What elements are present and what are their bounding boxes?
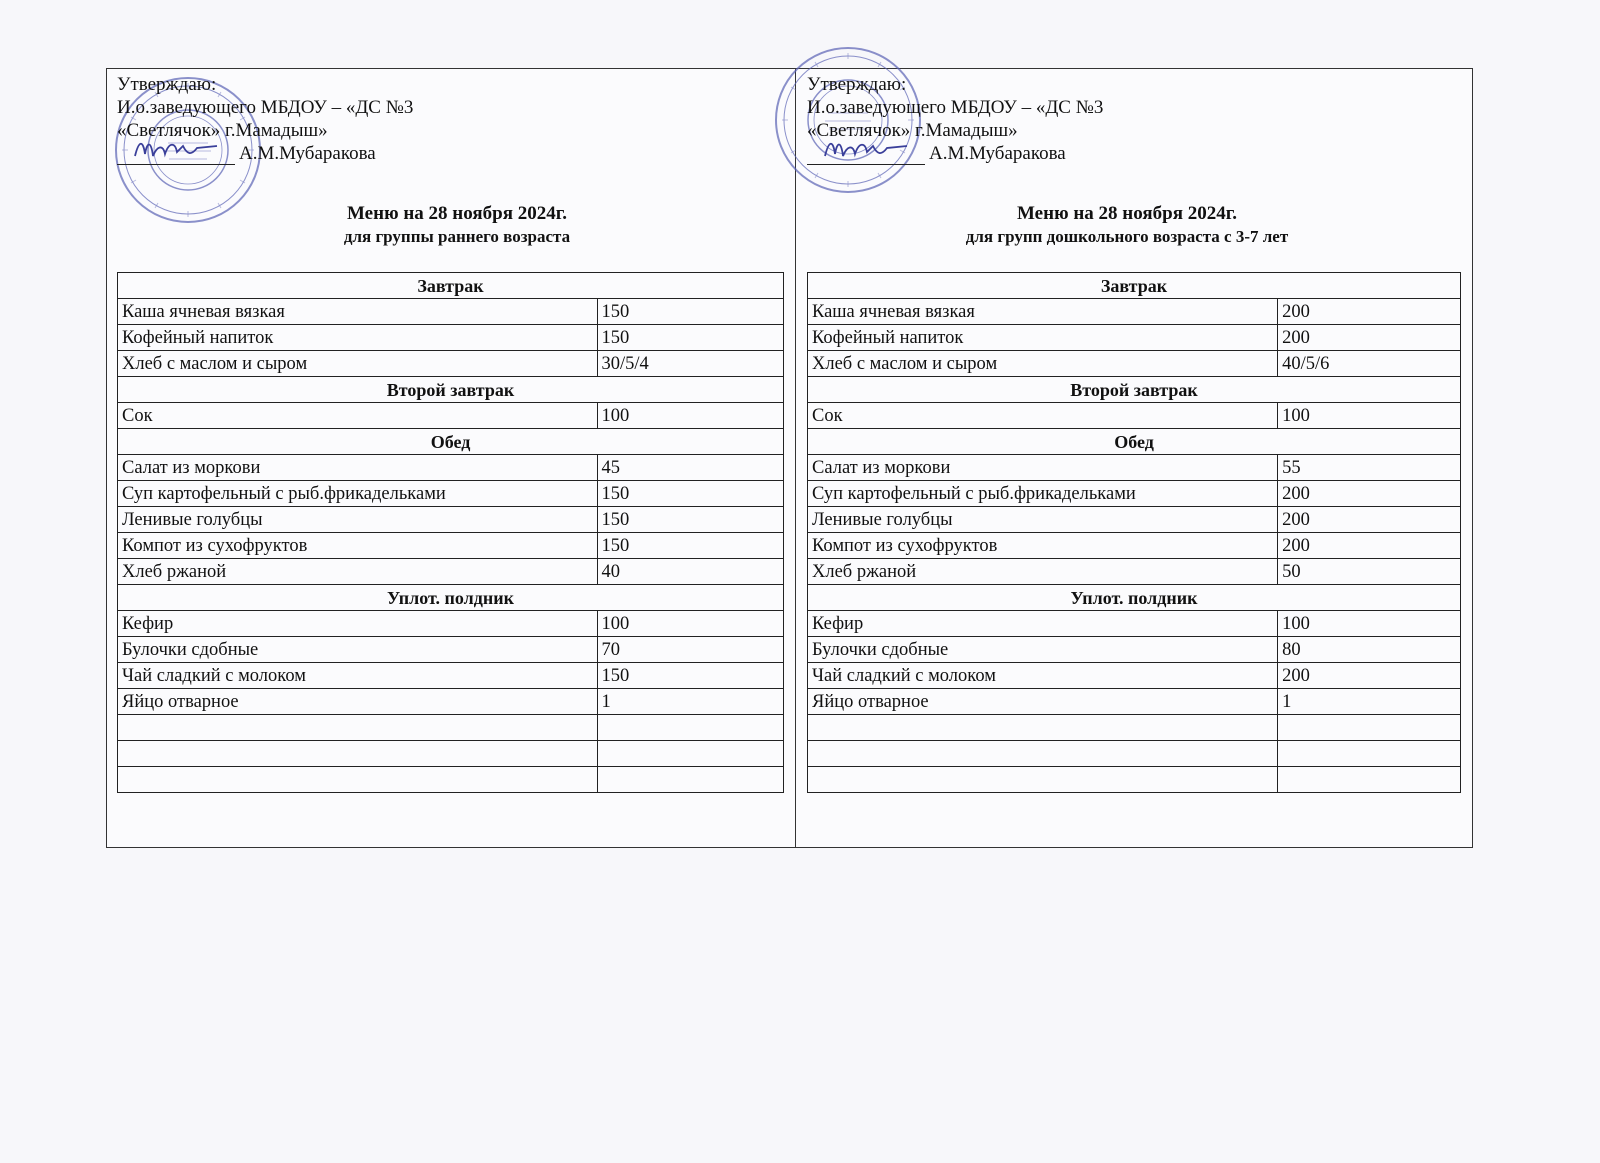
dish-name	[808, 741, 1278, 767]
table-row	[118, 741, 784, 767]
dish-amount: 40/5/6	[1278, 351, 1461, 377]
menu-subtitle: для группы раннего возраста	[343, 227, 571, 246]
table-row	[808, 351, 1461, 377]
dish-name: Булочки сдобные	[118, 637, 598, 663]
dish-amount: 55	[1278, 455, 1461, 481]
dish-name: Чай сладкий с молоком	[808, 663, 1278, 689]
table-row	[118, 481, 784, 507]
dish-amount: 1	[1278, 689, 1461, 715]
dish-amount: 150	[597, 533, 783, 559]
table-row	[118, 403, 784, 429]
approval-line-1: Утверждаю:	[117, 74, 217, 95]
table-row	[118, 689, 784, 715]
signature-icon	[117, 142, 235, 165]
dish-name: Сок	[808, 403, 1278, 429]
dish-amount: 45	[597, 455, 783, 481]
signer-name: А.М.Мубаракова	[239, 143, 376, 164]
section-row	[808, 273, 1461, 299]
table-row	[118, 715, 784, 741]
section-row	[808, 429, 1461, 455]
dish-name	[808, 715, 1278, 741]
dish-amount: 100	[597, 403, 783, 429]
signature-line	[117, 142, 413, 165]
dish-name	[118, 741, 598, 767]
dish-name: Компот из сухофруктов	[808, 533, 1278, 559]
table-row	[118, 611, 784, 637]
approval-line-2: И.о.заведующего МБДОУ – «ДС №3	[807, 97, 1104, 118]
dish-amount	[1278, 767, 1461, 793]
dish-name: Салат из моркови	[808, 455, 1278, 481]
table-row	[808, 611, 1461, 637]
table-row	[808, 767, 1461, 793]
approval-line-3: «Светлячок» г.Мамадыш»	[807, 120, 1018, 141]
approval-line-1: Утверждаю:	[807, 74, 907, 95]
table-row	[808, 559, 1461, 585]
dish-name: Кефир	[808, 611, 1278, 637]
dish-name: Суп картофельный с рыб.фрикадельками	[118, 481, 598, 507]
dish-name: Хлеб с маслом и сыром	[808, 351, 1278, 377]
dish-name: Хлеб ржаной	[808, 559, 1278, 585]
dish-amount: 80	[1278, 637, 1461, 663]
section-row	[118, 377, 784, 403]
dish-amount	[597, 767, 783, 793]
dish-amount: 30/5/4	[597, 351, 783, 377]
table-row	[118, 455, 784, 481]
menu-subtitle: для групп дошкольного возраста с 3-7 лет	[965, 227, 1289, 246]
dish-amount: 150	[597, 299, 783, 325]
dish-name: Кофейный напиток	[808, 325, 1278, 351]
table-row	[808, 689, 1461, 715]
dish-name: Хлеб с маслом и сыром	[118, 351, 598, 377]
dish-name: Каша ячневая вязкая	[118, 299, 598, 325]
table-row	[808, 299, 1461, 325]
approval-line-2: И.о.заведующего МБДОУ – «ДС №3	[117, 97, 414, 118]
section-label: Второй завтрак	[118, 377, 784, 403]
menu-sheet	[106, 68, 1473, 848]
table-row	[118, 507, 784, 533]
dish-name: Ленивые голубцы	[118, 507, 598, 533]
table-row	[808, 481, 1461, 507]
dish-amount	[1278, 741, 1461, 767]
dish-name: Кефир	[118, 611, 598, 637]
menu-table	[807, 272, 1461, 793]
table-row	[808, 533, 1461, 559]
dish-name: Чай сладкий с молоком	[118, 663, 598, 689]
section-label: Обед	[808, 429, 1461, 455]
section-row	[118, 429, 784, 455]
section-row	[808, 377, 1461, 403]
table-row	[118, 559, 784, 585]
table-row	[118, 351, 784, 377]
dish-name: Хлеб ржаной	[118, 559, 598, 585]
signature-icon	[807, 142, 925, 165]
table-row	[118, 299, 784, 325]
table-row	[118, 533, 784, 559]
section-label: Завтрак	[118, 273, 784, 299]
menu-panel-preschool	[797, 69, 1474, 847]
section-row	[808, 585, 1461, 611]
dish-amount: 100	[597, 611, 783, 637]
signer-name: А.М.Мубаракова	[929, 143, 1066, 164]
dish-name: Кофейный напиток	[118, 325, 598, 351]
dish-amount: 70	[597, 637, 783, 663]
section-label: Обед	[118, 429, 784, 455]
section-label: Уплот. полдник	[808, 585, 1461, 611]
dish-name	[118, 715, 598, 741]
section-row	[118, 585, 784, 611]
table-row	[118, 325, 784, 351]
dish-name: Каша ячневая вязкая	[808, 299, 1278, 325]
dish-amount	[1278, 715, 1461, 741]
dish-amount	[597, 741, 783, 767]
dish-name: Булочки сдобные	[808, 637, 1278, 663]
dish-amount: 200	[1278, 299, 1461, 325]
dish-amount: 100	[1278, 403, 1461, 429]
dish-amount: 100	[1278, 611, 1461, 637]
table-row	[808, 325, 1461, 351]
menu-panel-early-age	[107, 69, 795, 847]
dish-amount: 40	[597, 559, 783, 585]
section-row	[118, 273, 784, 299]
menu-heading	[307, 202, 607, 248]
section-label: Завтрак	[808, 273, 1461, 299]
menu-heading	[927, 202, 1327, 248]
section-label: Уплот. полдник	[118, 585, 784, 611]
menu-table	[117, 272, 784, 793]
approval-block	[117, 73, 413, 165]
table-row	[808, 715, 1461, 741]
table-row	[808, 403, 1461, 429]
menu-title: Меню на 28 ноября 2024г.	[1017, 203, 1237, 224]
dish-name	[118, 767, 598, 793]
dish-amount: 200	[1278, 507, 1461, 533]
dish-amount: 200	[1278, 481, 1461, 507]
dish-amount: 150	[597, 481, 783, 507]
menu-title: Меню на 28 ноября 2024г.	[347, 203, 567, 224]
dish-amount: 150	[597, 325, 783, 351]
dish-name: Суп картофельный с рыб.фрикадельками	[808, 481, 1278, 507]
table-row	[808, 741, 1461, 767]
dish-amount: 150	[597, 507, 783, 533]
dish-amount: 200	[1278, 325, 1461, 351]
signature-line	[807, 142, 1103, 165]
dish-name: Ленивые голубцы	[808, 507, 1278, 533]
table-row	[808, 637, 1461, 663]
table-row	[118, 637, 784, 663]
approval-line-3: «Светлячок» г.Мамадыш»	[117, 120, 328, 141]
dish-name	[808, 767, 1278, 793]
dish-name: Сок	[118, 403, 598, 429]
dish-name: Компот из сухофруктов	[118, 533, 598, 559]
section-label: Второй завтрак	[808, 377, 1461, 403]
dish-amount: 1	[597, 689, 783, 715]
dish-amount: 200	[1278, 533, 1461, 559]
table-row	[118, 663, 784, 689]
dish-amount: 150	[597, 663, 783, 689]
dish-name: Салат из моркови	[118, 455, 598, 481]
dish-name: Яйцо отварное	[118, 689, 598, 715]
dish-amount: 50	[1278, 559, 1461, 585]
dish-amount: 200	[1278, 663, 1461, 689]
table-row	[808, 507, 1461, 533]
dish-amount	[597, 715, 783, 741]
table-row	[808, 663, 1461, 689]
approval-block	[807, 73, 1103, 165]
table-row	[808, 455, 1461, 481]
table-row	[118, 767, 784, 793]
dish-name: Яйцо отварное	[808, 689, 1278, 715]
